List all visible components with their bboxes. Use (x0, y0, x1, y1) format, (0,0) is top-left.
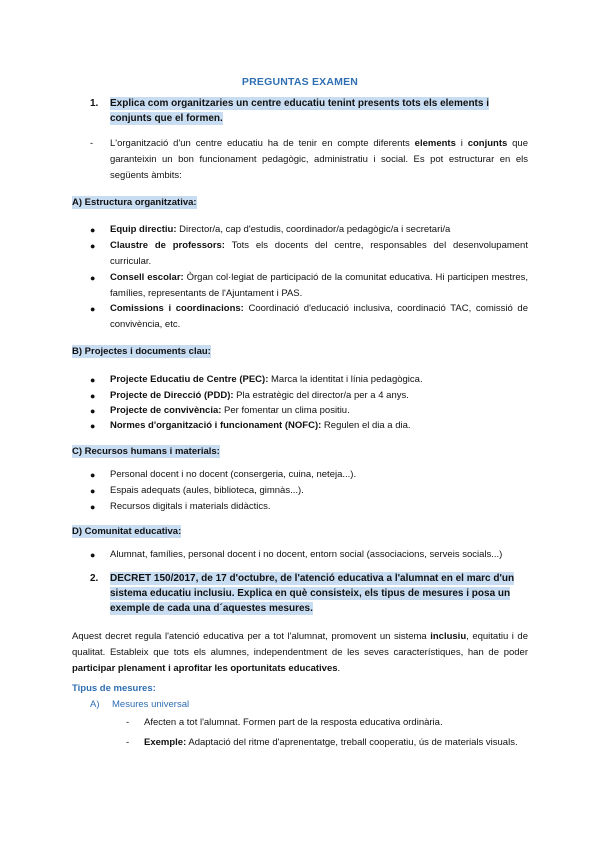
list-item (90, 403, 528, 419)
document-title: PREGUNTAS EXAMEN (241, 76, 359, 88)
item-text: Personal docent i no docent (consergeria, cuina, neteja...). (110, 469, 357, 480)
item-text: Pla estratègic del director/a per a 4 anys. (233, 390, 409, 401)
bullet-icon: ● (90, 241, 96, 251)
bullet-icon: ● (90, 391, 96, 401)
item-text: Recursos digitals i materials didàctics. (110, 501, 271, 512)
mesures-universal-heading (90, 699, 189, 710)
question-1 (90, 96, 528, 126)
section-b-label: B) Projectes i documents clau: (72, 346, 211, 357)
question-1-number: 1. (90, 98, 99, 109)
question-1-text: Explica com organitzaries un centre educatiu tenint presents tots els elements i conjunts que el formen. (110, 98, 489, 124)
section-d-label: D) Comunitat educativa: (72, 526, 182, 537)
item-text: Coordinació d'educació inclusiva, coordinació TAC, comissió de convivència, etc. (110, 303, 528, 330)
decree-bold-1: inclusiu (430, 631, 467, 642)
item-text: Regulen el dia a dia. (321, 420, 411, 431)
tipus-heading: Tipus de mesures: (72, 683, 156, 694)
dash-marker: - (126, 737, 130, 748)
list-item (90, 301, 528, 333)
list-item (90, 467, 528, 483)
section-a-label: A) Estructura organitzativa: (72, 197, 197, 208)
list-item (90, 499, 528, 515)
bullet-icon: ● (90, 304, 96, 314)
question-2-text: DECRET 150/2017, de 17 d'octubre, de l'atenció educativa a l'alumnat en el marc d'un sistema educatiu inclusiu. Explica en què consisteix, els tipus de mesures i posa un exemple de cada una d´aquestes mesures. (110, 573, 515, 614)
item-text: Alumnat, famílies, personal docent i no docent, entorn social (associacions, serveis socials...) (110, 549, 503, 560)
subheading-letter: A) (90, 699, 100, 710)
item-term: Normes d'organització i funcionament (NOFC): (110, 420, 322, 431)
item-term: Projecte Educatiu de Centre (PEC): (110, 374, 269, 385)
list-item (90, 483, 528, 499)
bullet-icon: ● (90, 406, 96, 416)
item-term: Claustre de professors: (110, 240, 225, 251)
list-item (90, 388, 528, 404)
bullet-icon: ● (90, 470, 96, 480)
subheading-label: Mesures universal (112, 699, 190, 710)
decree-text-1: Aquest decret regula l'atenció educativa per a tot l'alumnat, promovent un sistema (72, 631, 431, 642)
intro-text-3: que garanteixin un bon funcionament pedagògic, administratiu i social. Es pot estructurar en els següents àmbits: (110, 138, 528, 181)
example-label: Exemple: (144, 737, 187, 748)
item-text: Director/a, cap d'estudis, coordinador/a pedagògic/a i secretari/a (176, 224, 451, 235)
section-c-label: C) Recursos humans i materials: (72, 446, 220, 457)
sub-item-text: Afecten a tot l'alumnat. Formen part de la resposta educativa ordinària. (144, 717, 443, 728)
list-item (90, 222, 528, 238)
dash-marker: - (90, 138, 94, 149)
item-text: Per fomentar un clima positiu. (221, 405, 350, 416)
list-item (90, 270, 528, 302)
bullet-icon: ● (90, 225, 96, 235)
item-term: Consell escolar: (110, 272, 184, 283)
list-item (90, 238, 528, 270)
intro-text-2: i (455, 138, 468, 149)
question-2 (90, 571, 528, 616)
section-c-heading (72, 446, 220, 457)
list-item (90, 372, 528, 388)
dash-marker: - (126, 717, 130, 728)
example-text: Adaptació del ritme d'aprenentatge, treball cooperatiu, ús de materials visuals. (186, 737, 518, 748)
decree-text-3: . (337, 663, 341, 674)
item-term: Comissions i coordinacions: (110, 303, 244, 314)
bullet-icon: ● (90, 550, 96, 560)
bullet-icon: ● (90, 375, 96, 385)
decree-bold-2: participar plenament i aprofitar les oportunitats educatives (72, 663, 338, 674)
sub-item (126, 715, 528, 731)
intro-bold-2: conjunts (467, 138, 508, 149)
bullet-icon: ● (90, 502, 96, 512)
bullet-icon: ● (90, 486, 96, 496)
list-item (90, 418, 528, 434)
section-b-heading (72, 346, 211, 357)
section-a-heading (72, 197, 197, 208)
intro-bold-1: elements (414, 138, 456, 149)
item-term: Projecte de Direcció (PDD): (110, 390, 234, 401)
list-item (90, 547, 528, 563)
decree-paragraph (72, 629, 528, 677)
section-d-heading (72, 526, 181, 537)
intro-paragraph (90, 136, 528, 184)
item-text: Tots els docents del centre, responsables del desenvolupament curricular. (110, 240, 528, 267)
question-2-number: 2. (90, 573, 99, 584)
bullet-icon: ● (90, 273, 96, 283)
item-term: Equip directiu: (110, 224, 177, 235)
decree-text-2: , equitatiu i de qualitat. Estableix que tots els alumnes, independentment de les seves característiques, han de poder (72, 631, 528, 658)
sub-item (126, 735, 528, 751)
item-text: Òrgan col·legiat de participació de la comunitat educativa. Hi participen mestres, famílies, representants de l'Ajuntament i PAS. (110, 272, 528, 299)
item-text: Espais adequats (aules, biblioteca, gimnàs...). (110, 485, 304, 496)
item-term: Projecte de convivència: (110, 405, 222, 416)
item-text: Marca la identitat i línia pedagògica. (268, 374, 423, 385)
intro-text-1: L'organització d'un centre educatiu ha de tenir en compte diferents (110, 138, 415, 149)
bullet-icon: ● (90, 421, 96, 431)
